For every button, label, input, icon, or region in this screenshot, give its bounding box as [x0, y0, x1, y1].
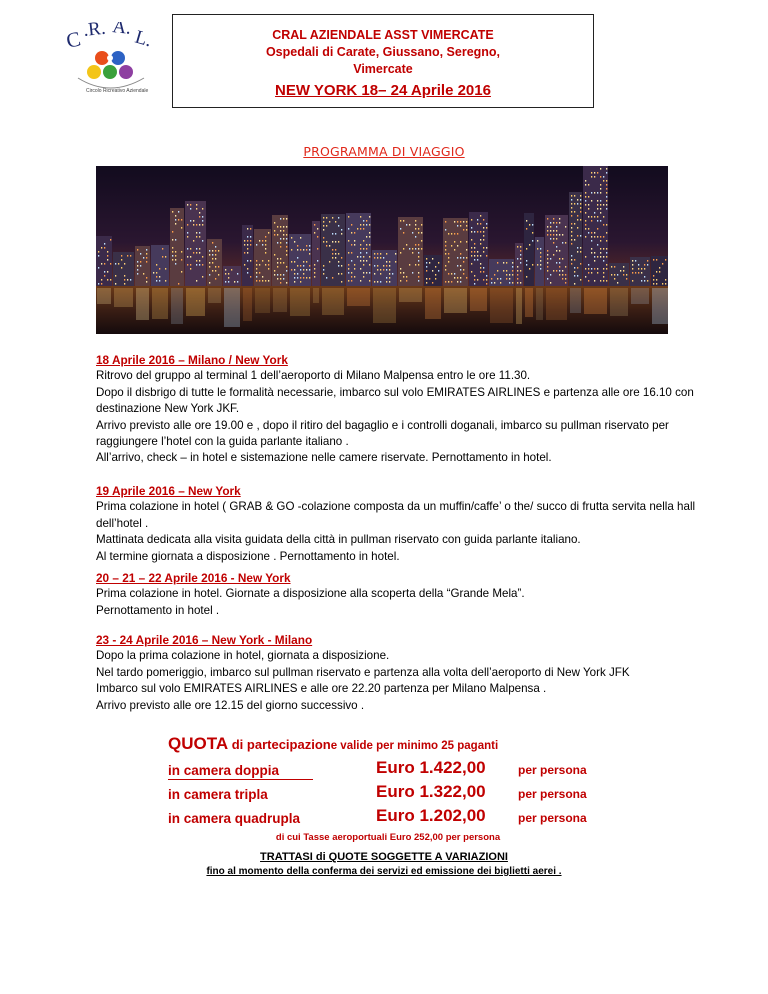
day-text: Prima colazione in hotel ( GRAB & GO -colazione composta da un muffin/caffe’ o the/ succo di frutta servita nella hall dell’hotel . — [96, 500, 696, 530]
cral-logo — [64, 22, 158, 96]
org-city: Vimercate — [353, 62, 413, 76]
header-box — [172, 14, 594, 108]
quota-heading — [168, 734, 608, 754]
day-text: All’arrivo, check – in hotel e sistemazione nelle camere riservate. Pernottamento in hotel. — [96, 451, 552, 465]
day-section-1 — [96, 352, 716, 467]
new-york-skyline-image — [96, 166, 668, 334]
tax-note: di cui Tasse aeroportuali Euro 252,00 per persona — [275, 832, 501, 843]
quota-middle: di partecipazion — [228, 737, 331, 752]
room-type: in camera doppia — [168, 763, 280, 778]
day-text: Al termine giornata a disposizione . Pernottamento in hotel. — [96, 549, 400, 563]
day-section-2 — [96, 483, 716, 565]
day-text: Imbarco sul volo EMIRATES AIRLINES e alle ore 22.20 partenza per Milano Malpensa . — [96, 682, 547, 696]
day-section-4 — [96, 632, 716, 714]
quota-tail: e valide per minimo 25 paganti — [330, 740, 499, 752]
day-title: 18 Aprile 2016 – Milano / New York — [96, 353, 288, 367]
price-unit: per persona — [518, 763, 587, 777]
price-amount: Euro 1.202,00 — [376, 806, 486, 825]
svg-text:L.: L. — [132, 26, 155, 52]
quota-word: QUOTA — [168, 734, 229, 753]
day-text: Arrivo previsto alle ore 19.00 e , dopo il ritiro del bagaglio e i controlli doganali, imbarco su pullman riservato per raggiungere l’hotel con la guida parlante italiano . — [96, 418, 669, 449]
svg-text:Circolo Ricreativo Aziendale: Circolo Ricreativo Aziendale — [86, 88, 149, 94]
variation-warning-detail: fino al momento della conferma dei servizi ed emissione dei biglietti aerei . — [206, 866, 562, 877]
price-row-quad — [168, 806, 608, 830]
day-text: Dopo la prima colazione in hotel, giornata a disposizione. — [96, 649, 390, 663]
day-text: Nel tardo pomeriggio, imbarco sul pullman riservato e partenza alla volta dell’aeroporto di New York JFK — [96, 665, 630, 679]
day-title: 20 – 21 – 22 Aprile 2016 - New York — [96, 571, 291, 585]
svg-text:C: C — [64, 26, 83, 53]
day-text: Dopo il disbrigo di tutte le formalità necessarie, imbarco sul volo EMIRATES AIRLINES e partenza alle ore 16.10 con destinazione New York JKF. — [96, 385, 694, 416]
room-type: in camera quadrupla — [168, 811, 301, 826]
price-row-triple — [168, 782, 608, 806]
day-text: Pernottamento in hotel . — [96, 603, 220, 617]
svg-text:.R.: .R. — [82, 22, 107, 41]
price-unit: per persona — [518, 811, 587, 825]
price-row-double — [168, 758, 608, 782]
price-unit: per persona — [518, 787, 587, 801]
day-title: 19 Aprile 2016 – New York — [96, 484, 241, 498]
day-section-3 — [96, 570, 716, 619]
day-text: Ritrovo del gruppo al terminal 1 dell’aeroporto di Milano Malpensa entro le ore 11.30. — [96, 369, 531, 383]
price-amount: Euro 1.322,00 — [376, 782, 486, 801]
org-hospitals: Ospedali di Carate, Giussano, Seregno, — [265, 45, 501, 59]
day-text: Mattinata dedicata alla visita guidata della città in pullman riservato con guida parlante italiano. — [96, 533, 581, 547]
org-name: CRAL AZIENDALE ASST VIMERCATE — [272, 28, 494, 42]
trip-title: NEW YORK 18– 24 Aprile 2016 — [275, 82, 491, 99]
program-title: PROGRAMMA DI VIAGGIO — [303, 144, 465, 159]
day-text: Arrivo previsto alle ore 12.15 del giorno successivo . — [96, 698, 365, 712]
day-text: Prima colazione in hotel. Giornate a disposizione alla scoperta della “Grande Mela”. — [96, 587, 525, 601]
svg-text:A.: A. — [111, 22, 133, 39]
price-block — [168, 734, 608, 843]
day-title: 23 - 24 Aprile 2016 – New York - Milano — [96, 633, 313, 647]
variation-warning: TRATTASI di QUOTE SOGGETTE A VARIAZIONI — [260, 851, 508, 863]
room-type: in camera tripla — [168, 787, 268, 802]
price-amount: Euro 1.422,00 — [376, 758, 486, 777]
underline — [168, 779, 313, 780]
